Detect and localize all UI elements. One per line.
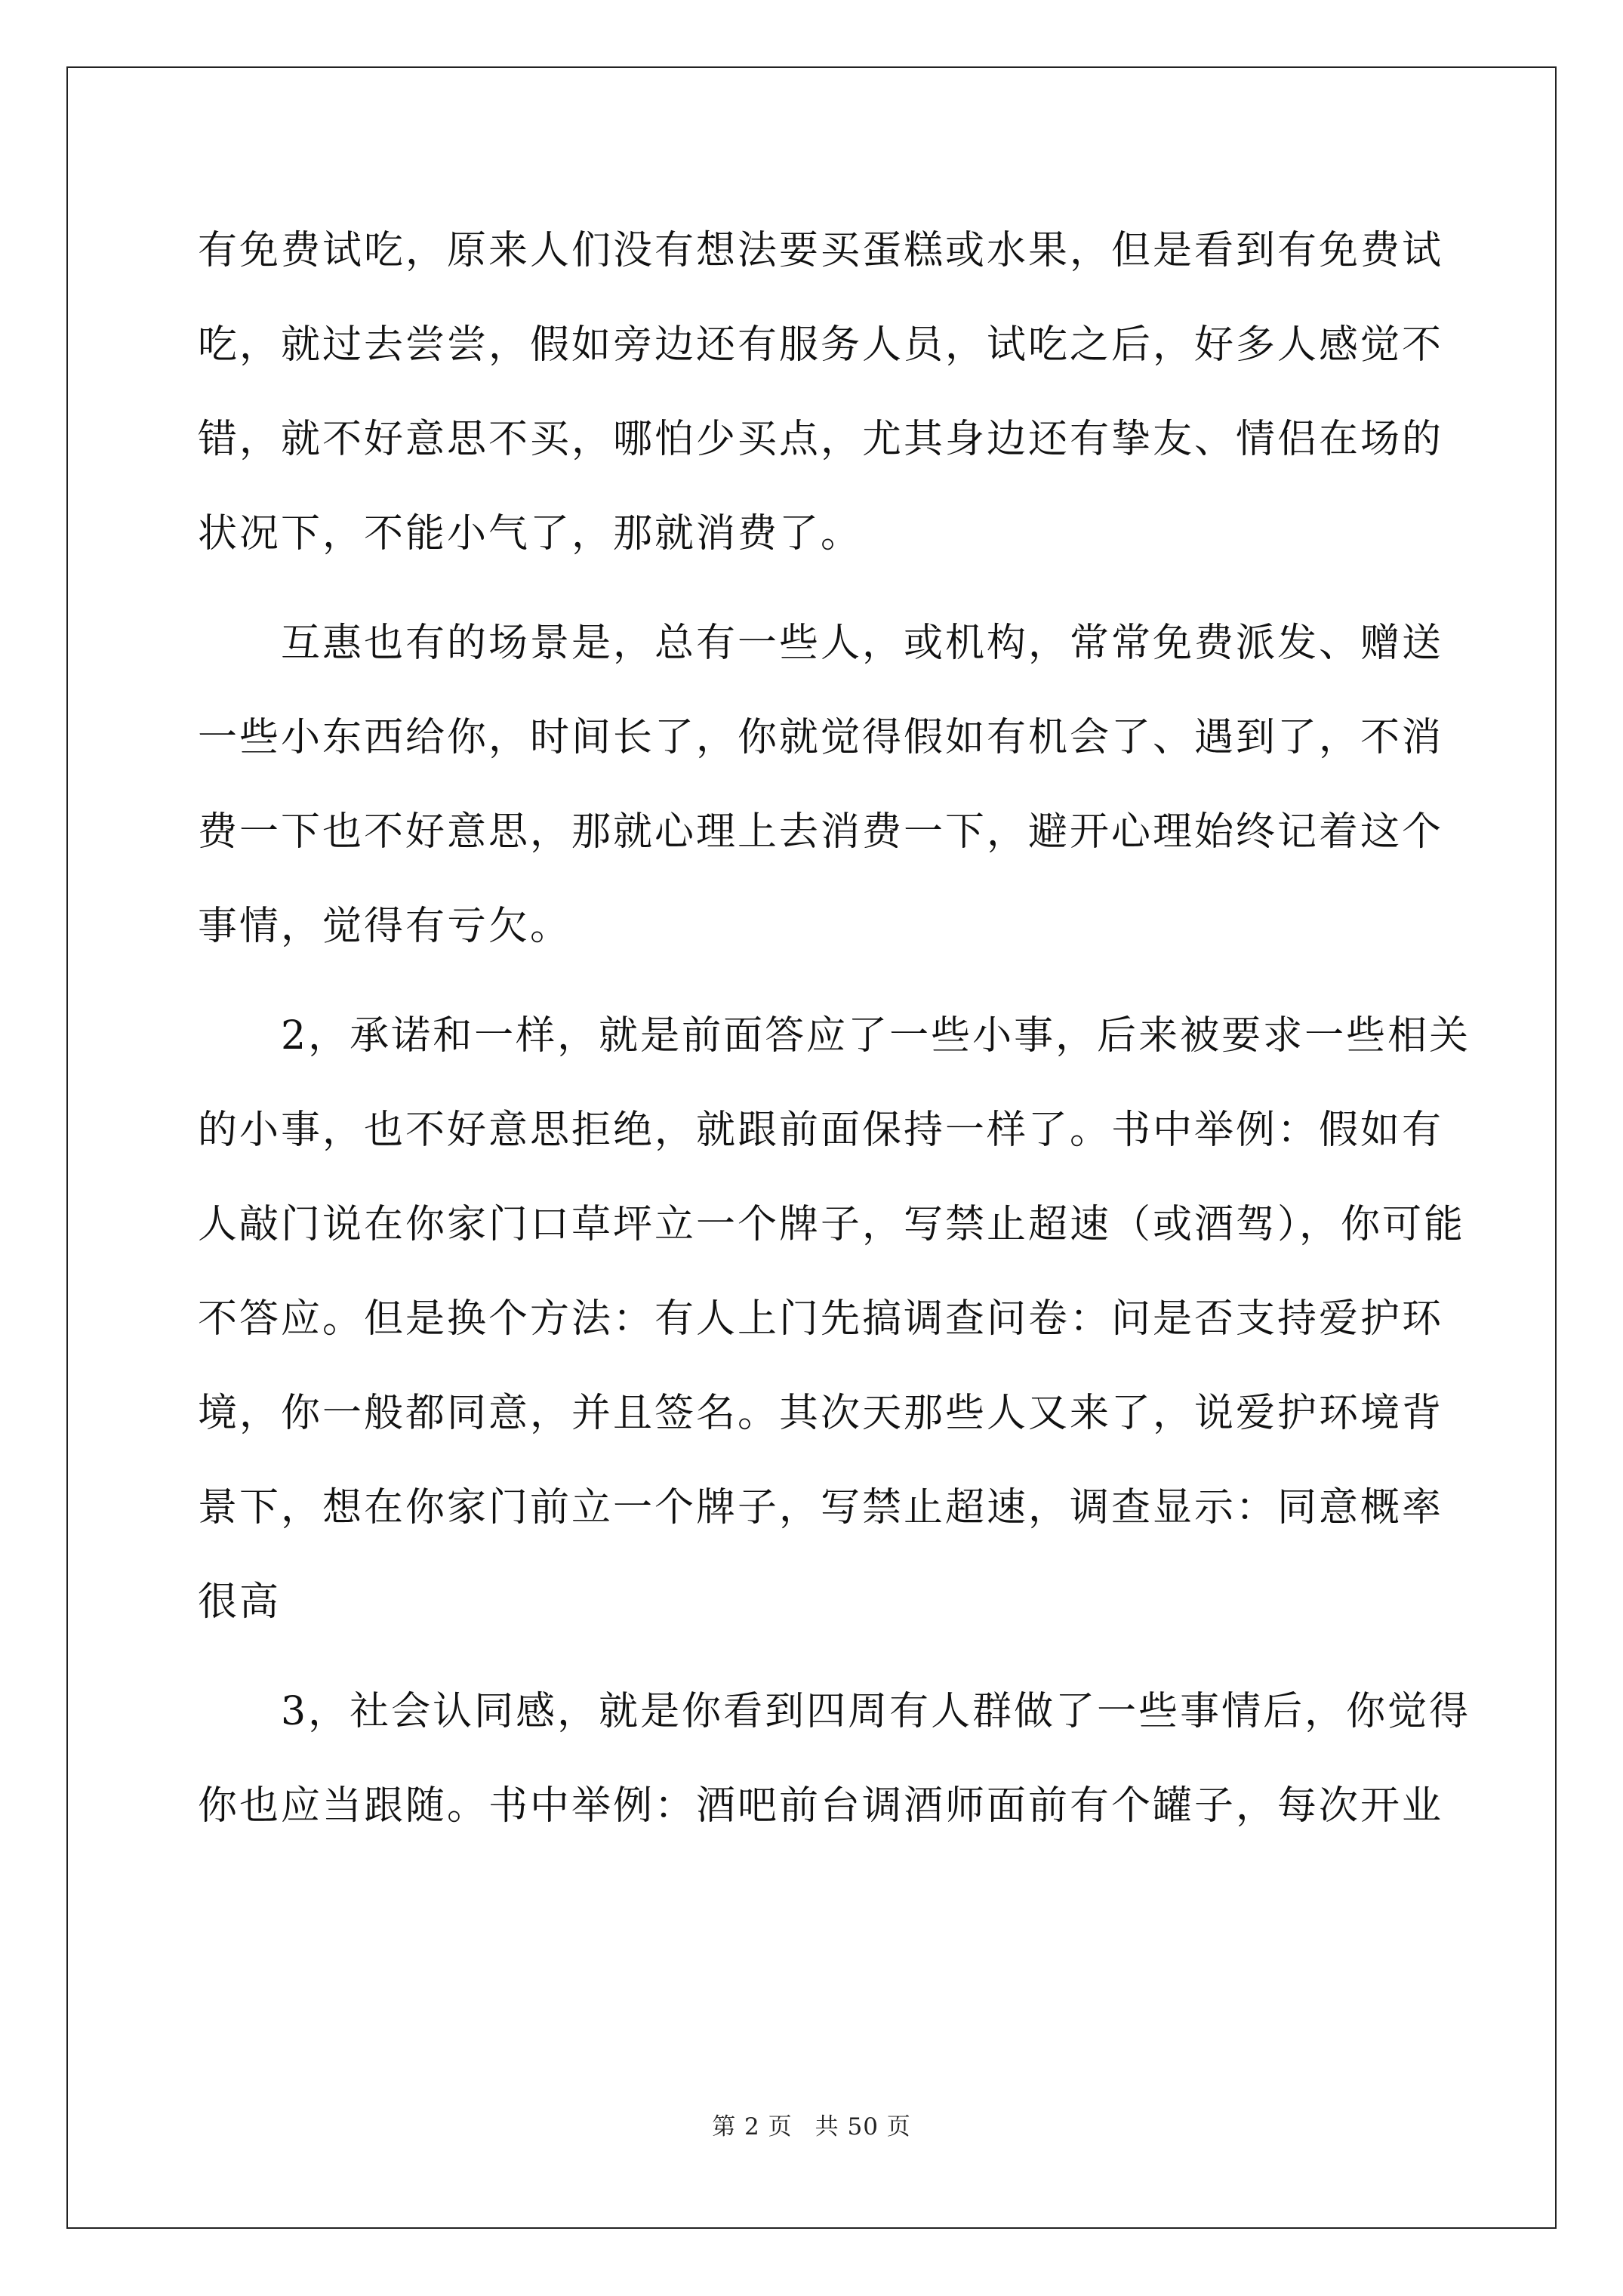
paragraph [198,596,1444,974]
text-line: 的小事，也不好意思拒绝，就跟前面保持一样了。书中举例：假如有 [198,1108,1444,1153]
text-line: 景下，想在你家门前立一个牌子，写禁止超速，调查显示：同意概率 [198,1485,1444,1530]
page-footer [0,2112,1623,2142]
text-line: 3，社会认同感，就是你看到四周有人群做了一些事情后，你觉得 [281,1689,1471,1734]
text-line: 吃，就过去尝尝，假如旁边还有服务人员，试吃之后，好多人感觉不 [198,322,1444,368]
text-line: 人敲门说在你家门口草坪立一个牌子，写禁止超速（或酒驾），你可能 [198,1202,1466,1247]
document-body [198,204,1471,1854]
text-line: 费一下也不好意思，那就心理上去消费一下，避开心理始终记着这个 [198,809,1444,855]
text-line: 很高 [198,1579,282,1625]
text-line: 错，就不好意思不买，哪怕少买点，尤其身边还有挚友、情侣在场的 [198,417,1444,462]
text-line: 境，你一般都同意，并且签名。其次天那些人又来了，说爱护环境背 [198,1391,1444,1436]
paragraph [198,1665,1471,1854]
text-line: 2，承诺和一样，就是前面答应了一些小事，后来被要求一些相关 [281,1013,1471,1059]
paragraph [198,989,1471,1650]
page-total: 共 50 页 [815,2113,911,2140]
text-line: 状况下，不能小气了，那就消费了。 [198,511,863,556]
text-line: 事情，觉得有亏欠。 [198,904,572,949]
text-line: 你也应当跟随。书中举例：酒吧前台调酒师面前有个罐子，每次开业 [198,1783,1444,1829]
paragraph [198,204,1444,581]
text-line: 有免费试吃，原来人们没有想法要买蛋糕或水果，但是看到有免费试 [198,228,1444,273]
text-line: 一些小东西给你，时间长了，你就觉得假如有机会了、遇到了，不消 [198,715,1444,760]
page-number: 第 2 页 [712,2113,793,2140]
text-line: 不答应。但是换个方法：有人上门先搞调查问卷：问是否支持爱护环 [198,1296,1444,1342]
text-line: 互惠也有的场景是，总有一些人，或机构，常常免费派发、赠送 [281,621,1444,666]
